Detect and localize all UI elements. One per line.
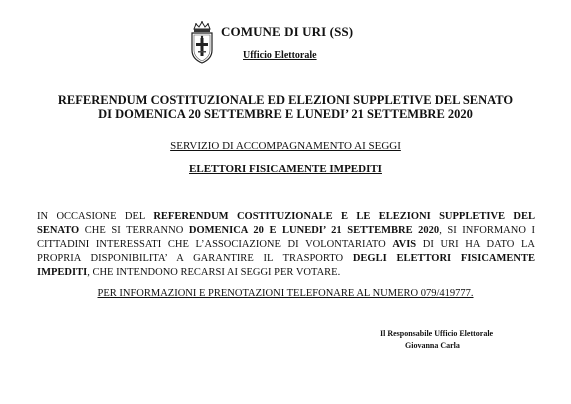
paragraph-line: SENATO CHE SI TERRANNO DOMENICA 20 E LUNEDI’ 21 SETTEMBRE 2020, SI INFORMANO I xyxy=(37,225,535,236)
announcement-paragraph xyxy=(37,210,535,280)
signature-name: Giovanna Carla xyxy=(405,341,460,350)
coat-of-arms-icon xyxy=(189,20,215,66)
title-line-1: REFERENDUM COSTITUZIONALE ED ELEZIONI SUPPLETIVE DEL SENATO xyxy=(57,93,514,107)
paragraph-line: CITTADINI INTERESSATI CHE L’ASSOCIAZIONE DI VOLONTARIATO AVIS DI URI HA DATO LA xyxy=(37,239,535,250)
signature-role: Il Responsabile Ufficio Elettorale xyxy=(380,329,494,338)
paragraph-line: IN OCCASIONE DEL REFERENDUM COSTITUZIONALE E LE ELEZIONI SUPPLETIVE DEL xyxy=(37,211,535,222)
paragraph-line: PROPRIA DISPONIBILITA’ A GARANTIRE IL TRASPORTO DEGLI ELETTORI FISICAMENTE xyxy=(37,253,535,264)
office-name: Ufficio Elettorale xyxy=(243,50,317,61)
voters-heading: ELETTORI FISICAMENTE IMPEDITI xyxy=(189,163,382,175)
municipality-name: COMUNE DI URI (SS) xyxy=(221,24,354,39)
service-heading: SERVIZIO DI ACCOMPAGNAMENTO AI SEGGI xyxy=(170,140,401,152)
phone-info: PER INFORMAZIONI E PRENOTAZIONI TELEFONARE AL NUMERO 079/419777. xyxy=(97,288,474,299)
title-line-2: DI DOMENICA 20 SETTEMBRE E LUNEDI’ 21 SETTEMBRE 2020 xyxy=(98,107,473,121)
paragraph-line: IMPEDITI, CHE INTENDONO RECARSI AI SEGGI PER VOTARE. xyxy=(37,267,341,278)
